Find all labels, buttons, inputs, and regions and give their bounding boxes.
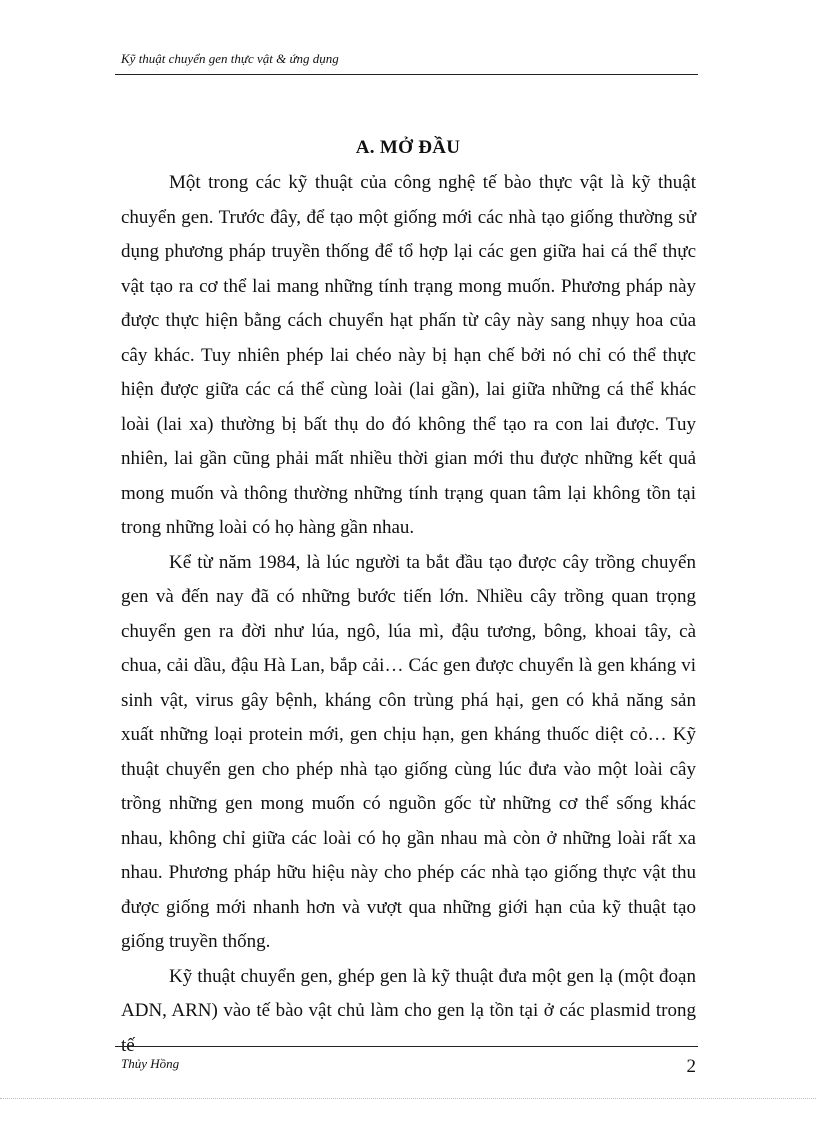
header-divider: [115, 74, 698, 75]
section-heading: A. MỞ ĐẦU: [355, 137, 461, 158]
body-text: [121, 166, 696, 1063]
running-header: Kỹ thuật chuyển gen thực vật & ứng dụng: [121, 51, 339, 66]
footer-author: Thủy Hồng: [121, 1056, 180, 1071]
page-boundary: [0, 1098, 816, 1099]
page-number: 2: [686, 1056, 696, 1077]
paragraph-3: Kỹ thuật chuyển gen, ghép gen là kỹ thuật đưa một gen lạ (một đoạn ADN, ARN) vào tế bào vật chủ làm cho gen lạ tồn tại ở các plasmid trong tế: [121, 965, 696, 1056]
paragraph-2: Kể từ năm 1984, là lúc người ta bắt đầu tạo được cây trồng chuyển gen và đến nay đã có những bước tiến lớn. Nhiều cây trồng quan trọng chuyển gen ra đời như lúa, ngô, lúa mì, đậu tương, bông, khoai tây, cà chua, cải dầu, đậu Hà Lan, bắp cải… Các gen được chuyển là gen kháng vi sinh vật, virus gây bệnh, kháng côn trùng phá hại, gen có khả năng sản xuất những loại protein mới, gen chịu hạn, gen kháng thuốc diệt cỏ… Kỹ thuật chuyển gen cho phép nhà tạo giống cùng lúc đưa vào một loài cây trồng những gen mong muốn có nguồn gốc từ những cơ thể sống khác nhau, không chỉ giữa các loài có họ gần nhau mà còn ở những loài rất xa nhau. Phương pháp hữu hiệu này cho phép các nhà tạo giống thực vật thu được giống mới nhanh hơn và vượt qua những giới hạn của kỹ thuật tạo giống truyền thống.: [121, 551, 696, 952]
footer-divider: [115, 1046, 698, 1047]
paragraph-1: Một trong các kỹ thuật của công nghệ tế bào thực vật là kỹ thuật chuyển gen. Trước đây, để tạo một giống mới các nhà tạo giống thường sử dụng phương pháp truyền thống để tổ hợp lại các gen giữa hai cá thể thực vật tạo ra cơ thể lai mang những tính trạng mong muốn. Phương pháp này được thực hiện bằng cách chuyển hạt phấn từ cây này sang nhụy hoa của cây khác. Tuy nhiên phép lai chéo này bị hạn chế bởi nó chỉ có thể thực hiện được giữa các cá thể cùng loài (lai gần), lai giữa những cá thể khác loài (lai xa) thường bị bất thụ do đó không thể tạo ra con lai được. Tuy nhiên, lai gần cũng phải mất nhiều thời gian mới thu được những kết quả mong muốn và thông thường những tính trạng quan tâm lại không tồn tại trong những loài có họ hàng gần nhau.: [121, 172, 696, 538]
